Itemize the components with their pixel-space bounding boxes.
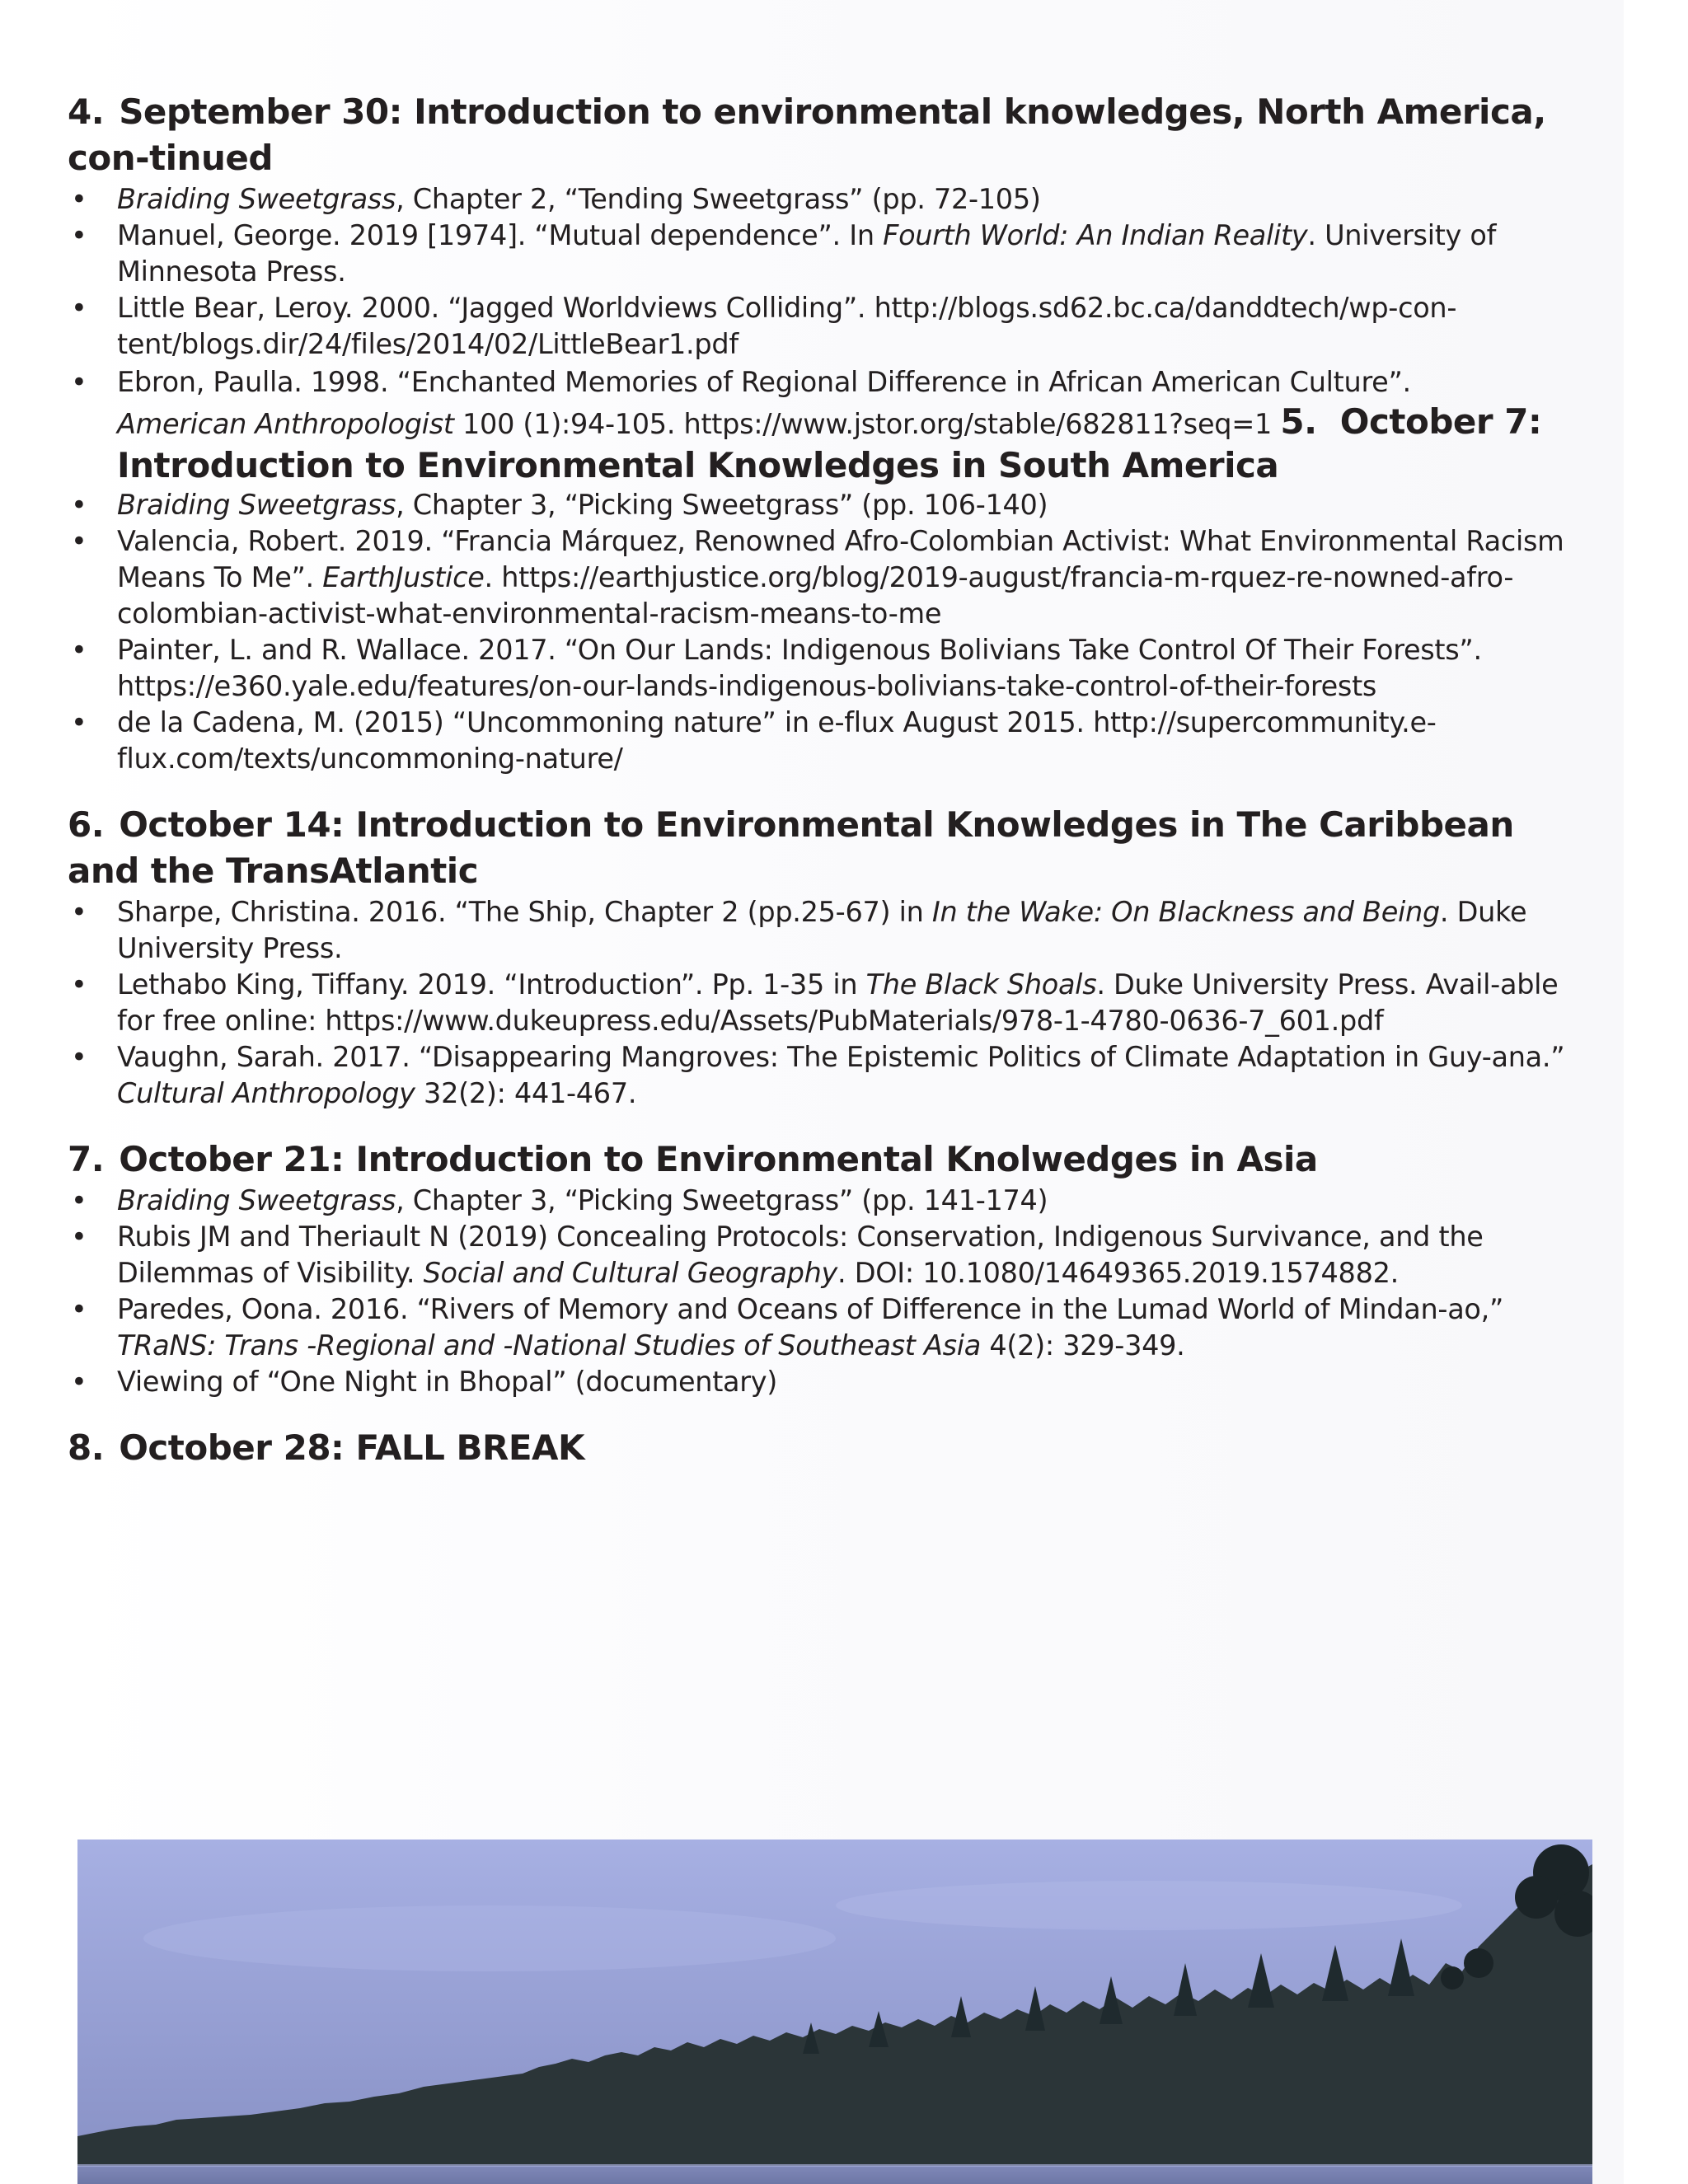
- landscape-image: [77, 1840, 1592, 2184]
- section-8-heading: 8. October 28: FALL BREAK: [68, 1427, 585, 1468]
- list-item: • Braiding Sweetgrass, Chapter 2, “Tending Sweetgrass” (pp. 72-105): [68, 181, 1597, 218]
- syllabus-page: [68, 89, 1597, 1471]
- section-7-heading: 7. October 21: Introduction to Environmental Knolwedges in Asia: [68, 1139, 1318, 1179]
- list-item: • Rubis JM and Theriault N (2019) Concealing Protocols: Conservation, Indigenous Survivance, and the Dilemmas of Visibility. Social and Cultural Geography. DOI: 10.1080/14649365.2019.1574882.: [68, 1219, 1597, 1291]
- spacer: [68, 1400, 1597, 1425]
- list-item: • Paredes, Oona. 2016. “Rivers of Memory and Oceans of Difference in the Lumad World of Mindan-ao,” TRaNS: Trans -Regional and -National Studies of Southeast Asia 4(2): 329-349.: [68, 1291, 1597, 1364]
- list-item: • Braiding Sweetgrass, Chapter 3, “Picking Sweetgrass” (pp. 106-140): [68, 487, 1597, 523]
- section-4-list: [68, 181, 1597, 487]
- list-item: • Vaughn, Sarah. 2017. “Disappearing Mangroves: The Epistemic Politics of Climate Adaptation in Guy-ana.” Cultural Anthropology 32(2): 441-467.: [68, 1039, 1597, 1112]
- list-item: • Lethabo King, Tiffany. 2019. “Introduction”. Pp. 1-35 in The Black Shoals. Duke University Press. Avail-able for free online: https://www.dukeupress.edu/Assets/PubMaterials/978-1-4780-0636-7_601.pdf: [68, 967, 1597, 1039]
- section-6-list: [68, 894, 1597, 1112]
- section-6-heading: 6. October 14: Introduction to Environmental Knowledges in The Caribbean and the TransAtlantic: [68, 804, 1514, 891]
- list-item: • Painter, L. and R. Wallace. 2017. “On Our Lands: Indigenous Bolivians Take Control Of Their Forests”. https://e360.yale.edu/features/on-our-lands-indigenous-bolivians-take-control-of-their-forests: [68, 632, 1597, 705]
- list-item: • Sharpe, Christina. 2016. “The Ship, Chapter 2 (pp.25-67) in In the Wake: On Blackness and Being. Duke University Press.: [68, 894, 1597, 967]
- section-7-title: October 21: Introduction to Environmental Knolwedges in Asia: [119, 1139, 1318, 1179]
- section-8-title: October 28: FALL BREAK: [119, 1427, 585, 1468]
- spacer: [68, 777, 1597, 802]
- list-item: • Ebron, Paulla. 1998. “Enchanted Memories of Regional Difference in African American Culture”. American Anthropologist 100 (1):94-105. https://www.jstor.org/stable/682811?seq=1 5. October 7: Introduction to Environmental Knowledges in South America: [68, 363, 1597, 487]
- list-item: • de la Cadena, M. (2015) “Uncommoning nature” in e-flux August 2015. http://supercommunity.e-flux.com/texts/uncommoning-nature/: [68, 705, 1597, 777]
- lake-landscape-photo: [77, 1840, 1592, 2184]
- list-item: • Valencia, Robert. 2019. “Francia Márquez, Renowned Afro-Colombian Activist: What Environmental Racism Means To Me”. EarthJustice. https://earthjustice.org/blog/2019-august/francia-m-rquez-re-nowned-afro-colombian-activist-what-environmental-racism-means-to-me: [68, 523, 1597, 632]
- section-5-heading-start: 5. October 7:: [1280, 401, 1542, 442]
- section-5-title: Introduction to Environmental Knowledges in South America: [117, 445, 1279, 485]
- section-6-title: October 14: Introduction to Environmental Knowledges in The Caribbean and the TransAtlantic: [68, 804, 1514, 891]
- list-item: • Viewing of “One Night in Bhopal” (documentary): [68, 1364, 1597, 1400]
- section-7-list: [68, 1183, 1597, 1400]
- section-5-list: [68, 487, 1597, 777]
- section-4-heading: 4. September 30: Introduction to environmental knowledges, North America, con-tinued: [68, 91, 1546, 178]
- lake-water: [77, 2166, 1592, 2184]
- list-item: • Manuel, George. 2019 [1974]. “Mutual dependence”. In Fourth World: An Indian Reality. University of Minnesota Press.: [68, 218, 1597, 290]
- section-4-title: September 30: Introduction to environmental knowledges, North America, con-tinued: [68, 91, 1546, 178]
- list-item: • Little Bear, Leroy. 2000. “Jagged Worldviews Colliding”. http://blogs.sd62.bc.ca/danddtech/wp-con-tent/blogs.dir/24/files/2014/02/LittleBear1.pdf: [68, 290, 1597, 363]
- spacer: [68, 1112, 1597, 1137]
- list-item: • Braiding Sweetgrass, Chapter 3, “Picking Sweetgrass” (pp. 141-174): [68, 1183, 1597, 1219]
